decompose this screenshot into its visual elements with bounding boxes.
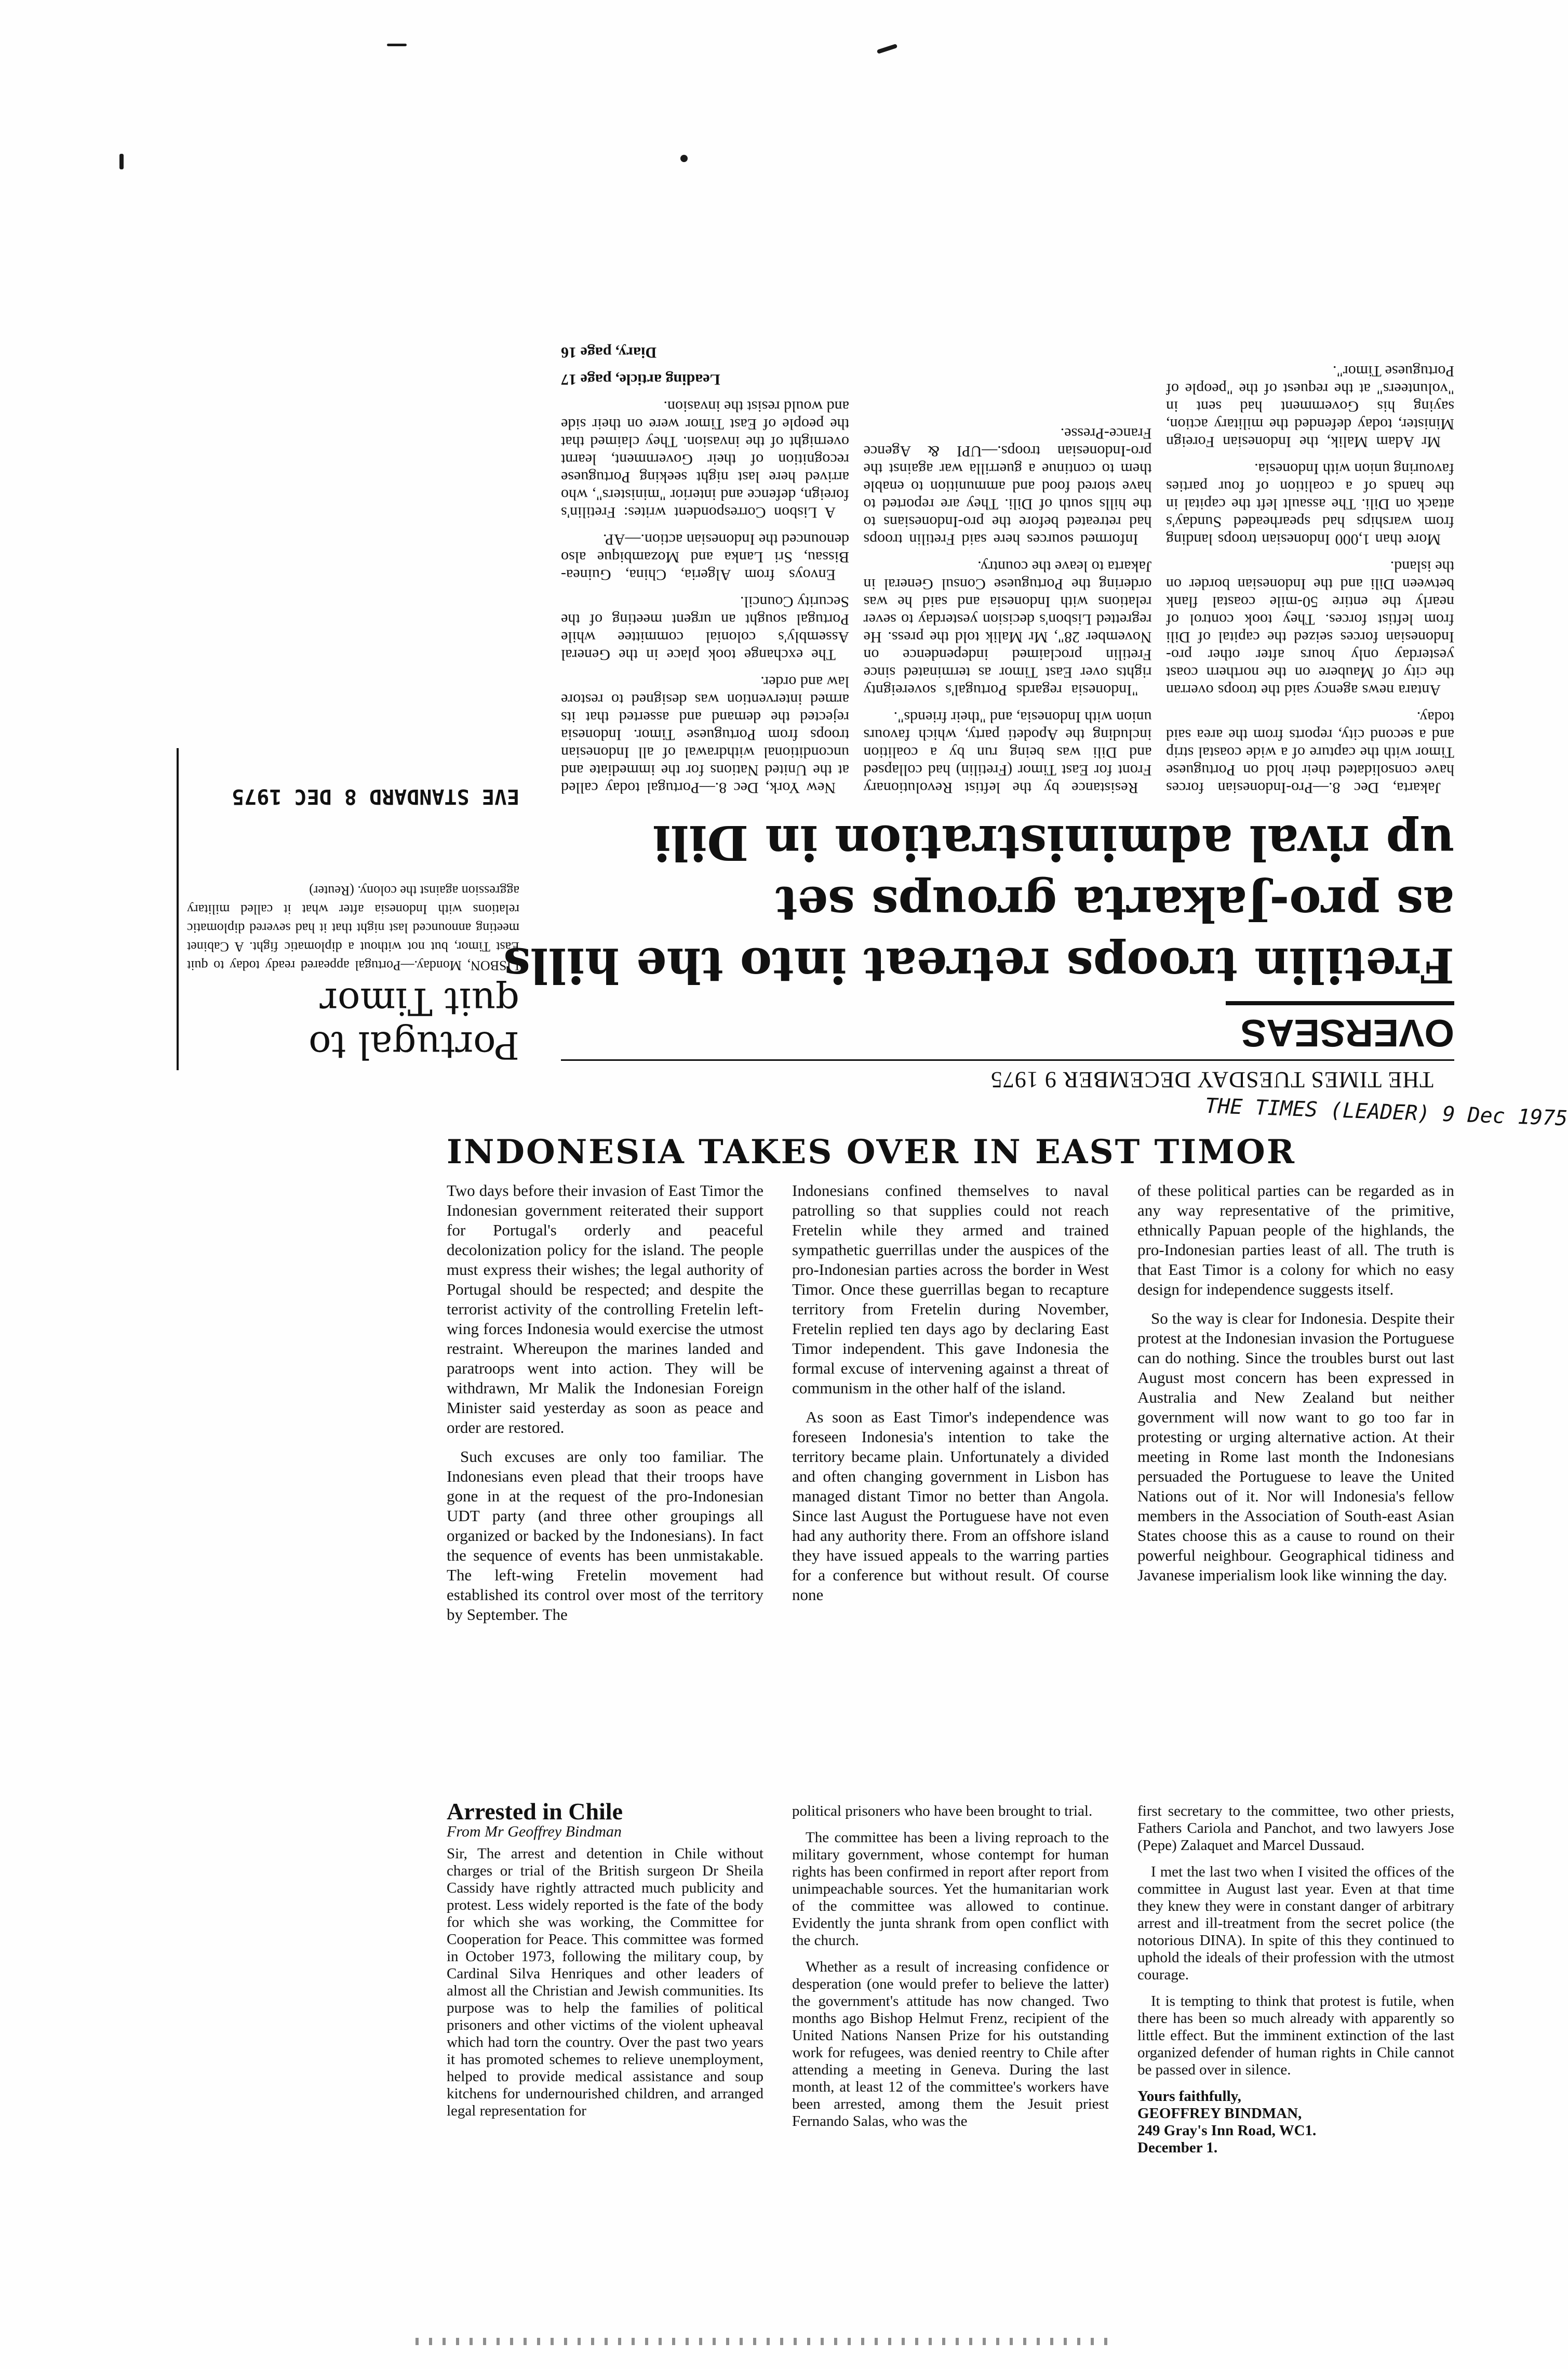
paragraph: first secretary to the committee, two other priests, Fathers Cariola and Panchot, and two lawyers Jose (Pepe) Zalaquet and Marcel Dussaud.	[1137, 1803, 1454, 1854]
clip-headline	[177, 975, 540, 1070]
paragraph: More than 1,000 Indonesian troops landing from warships had spearheaded Sunday's attack on Dili. The assault left the capital in the hands of a coalition of four parties favouring union with Indonesia.	[1166, 460, 1454, 548]
letter-article	[447, 1798, 1454, 2157]
paragraph: Envoys from Algeria, China, Guinea-Bissau, Sri Lanka and Mozambique also denounced the Indonesian action.—AP.	[561, 531, 849, 583]
letter-column	[447, 1798, 763, 2157]
scan-speck	[680, 155, 688, 162]
letter-signoff	[1137, 2088, 1454, 2157]
paragraph: Indonesians confined themselves to naval patrolling so that supplies could not reach Fretelin while they armed and trained sympathetic guerrillas under the auspices of the pro-Indonesian parties across the border in West Timor. Once these guerrillas began to recapture territory from Fretelin during November, Fretelin replied ten days ago by declaring East Timor independent. This gave Indonesia the formal excuse of intervening against a threat of communism in the other half of the island.	[792, 1181, 1109, 1397]
paragraph: New York, Dec 8.—Portugal today called at the United Nations for the immediate and unconditional withdrawal of all Indonesian troops from Portuguese Timor. Indonesia rejected the demand and asserted that its armed intervention was designed to restore law and order.	[561, 673, 849, 796]
paragraph: So the way is clear for Indonesia. Despite their protest at the Indonesian invasion the Portuguese can do nothing. Since the troubles burst out last August most concern has been expressed in Australia and New Zealand but neither government will now want to go too far in protesting or urging alternative action. At their meeting in Rome last month the Indonesians persuaded the Portuguese to leave the United Nations out of it. Nor will Indonesia's fellow members in the Association of South-east Asian States choose this as a cause to round on their powerful neighbour. Geographical tidiness and Javanese imperialism look like winning the day.	[1137, 1309, 1454, 1584]
paragraph: I met the last two when I visited the offices of the committee in August last year. Even at that time they knew they were in constant danger of arbitrary arrest and ill-treatment from the secret police (the notorious DINA). In spite of this they continued to uphold the ideals of their profession with the utmost courage.	[1137, 1864, 1454, 1983]
paragraph: Informed sources here said Fretilin troops had retreated before the pro-Indonesians to the hills south of Dili. They are reported to have stored food and ammunition to enable them to continue a guerrilla war against the pro-Indonesian troops.—UPI & Agence France-Presse.	[863, 425, 1152, 548]
page-reference: Leading article, page 17	[561, 371, 720, 388]
headline-line: Portugal to	[309, 1023, 519, 1067]
headline-line: quit Timor	[319, 980, 519, 1023]
leader-column	[792, 1181, 1109, 1634]
leader-headline: INDONESIA TAKES OVER IN EAST TIMOR	[447, 1133, 1296, 1172]
letter-column	[792, 1803, 1109, 2157]
scan-speck	[877, 44, 898, 54]
clipping-edge	[177, 748, 179, 1070]
clip-column	[864, 334, 1152, 796]
clip-columns	[561, 334, 1454, 796]
paragraph: Two days before their invasion of East Timor the Indonesian government reiterated their support for Portugal's orderly and peaceful decolonization policy for the island. The people must express their wishes; the legal authority of Portugal should be respected; and despite the terrorist activity of the controlling Fretelin left-wing forces Indonesia would exercise the utmost restraint. Whereupon the marines landed and paratroops went into action. They will be withdrawn, Mr Malik the Indonesian Foreign Minister said yesterday as soon as peace and order are restored.	[447, 1181, 763, 1436]
handwritten-source-stamp: EVE STANDARD 8 DEC 1975	[232, 784, 519, 808]
times-overseas-clip-rotated	[503, 223, 1454, 1096]
paragraph: Jakarta, Dec 8.—Pro-Indonesian forces have consolidated their hold on Portuguese Timor with the capture of a wide coastal strip and a second city, reports from the area said today.	[1166, 709, 1454, 796]
paragraph: "Indonesia regards Portugal's sovereignty rights over East Timor as terminated since Fretilin proclaimed independence on November 28", Mr Malik told the press. He regretted Lisbon's decision yesterday to sever relations with Indonesia and said he was ordering the Portuguese Consul General in Jakarta to leave the country.	[863, 558, 1152, 699]
letter-title: Arrested in Chile	[447, 1798, 623, 1825]
headline-line: Fretilin troops retreat into the hills	[503, 937, 1454, 993]
paragraph: Whether as a result of increasing confidence or desperation (one would prefer to believe the latter) the government's attitude has now changed. Two months ago Bishop Helmut Frenz, recipient of the United Nations Nansen Prize for his outstanding work for refugees, was denied reentry to Chile after attending a meeting in Geneva. During the last month, at least 12 of the committee's workers have been arrested, among them the Jesuit priest Fernando Salas, who was the	[792, 1959, 1109, 2130]
signoff-line: December 1.	[1137, 2139, 1218, 2156]
clip-headline	[503, 812, 1454, 1001]
signoff-line: GEOFFREY BINDMAN,	[1137, 2105, 1302, 2122]
handwritten-source-note: THE TIMES (LEADER) 9 Dec 1975	[1204, 1094, 1568, 1131]
paragraph: Mr Adam Malik, the Indonesian Foreign Minister, today defended the military action, saying his Government had sent in "volunteers" at the request of the "people of Portuguese Timor".	[1166, 363, 1454, 450]
headline-line: up rival administration in Dili	[652, 815, 1454, 871]
letter-columns	[447, 1798, 1454, 2157]
masthead: THE TIMES TUESDAY DECEMBER 9 1975	[561, 1059, 1454, 1096]
scan-speck	[387, 44, 407, 46]
letter-byline: From Mr Geoffrey Bindman	[447, 1823, 622, 1840]
paragraph: Resistance by the leftist Revolutionary Front for East Timor (Fretilin) had collapsed and Dili was being run by a coalition including the Apodeti party, which favours union with Indonesia, and "their friends".	[863, 709, 1152, 796]
signoff-line: 249 Gray's Inn Road, WC1.	[1137, 2122, 1317, 2139]
signoff-line: Yours faithfully,	[1137, 2088, 1241, 2105]
standard-clip-rotated	[177, 748, 540, 1070]
paragraph: Such excuses are only too familiar. The Indonesians even plead that their troops have gone in at the request of the pro-Indonesian UDT party (and three other groupings all organized or backed by the Indonesians). In fact the sequence of events has been unmistakable. The left-wing Fretelin movement had established its control over most of the territory by September. The	[447, 1447, 763, 1623]
section-label: OVERSEAS	[1226, 1001, 1454, 1059]
paragraph: The exchange took place in the General Assembly's colonial committee while Portugal sought an urgent meeting of the Security Council.	[561, 593, 849, 663]
leader-article	[447, 1133, 1454, 1634]
letter-column	[1137, 1803, 1454, 2157]
paragraph: Sir, The arrest and detention in Chile without charges or trial of the British surgeon Dr Sheila Cassidy have rightly attracted much publicity and protest. Less widely reported is the fate of the body for which she was working, the Committee for Cooperation for Peace. This committee was formed in October 1973, following the military coup, by Cardinal Silva Henriques and other leaders of almost all the Christian and Jewish communities. Its purpose was to help the families of political prisoners and other victims of the violent upheaval which had torn the country. Over the past two years it has promoted schemes to relieve unemployment, helped to provide medical assistance and soup kitchens for undernourished children, and arranged legal representation for	[447, 1845, 763, 2119]
paragraph: As soon as East Timor's independence was foreseen Indonesia's intention to take the territory became plain. Unfortunately a divided and often changing government in Lisbon has managed distant Timor no better than Angola. Since last August the Portuguese have not even had any authority there. From an offshore island they have issued appeals to the warring parties for a conference but without result. Of course none	[792, 1408, 1109, 1604]
scan-noise-bottom	[416, 2338, 1117, 2345]
standard-clip	[177, 748, 540, 1070]
page-reference: Diary, page 16	[561, 344, 657, 361]
scan-speck	[119, 154, 124, 169]
clip-column	[1166, 334, 1454, 796]
paragraph: The committee has been a living reproach to the military government, whose contempt for human rights has been confirmed in report after report from unimpeachable sources. Yet the humanitarian work of the committee was allowed to continue. Evidently the junta shrank from open conflict with the church.	[792, 1829, 1109, 1949]
paragraph: of these political parties can be regarded as in any way representative of the primitive, ethnically Papuan people of the highlands, the pro-Indonesian parties least of all. The truth is that East Timor is a colony for which no easy design for independence suggests itself.	[1137, 1181, 1454, 1298]
paragraph: Antara news agency said the troops overran the city of Maubere on the northern coast yesterday only hours after other pro-Indonesian forces seized the capital of Dili from leftist forces. They took control of nearly the entire 50-mile coastal flank between Dili and the Indonesian border on the island.	[1166, 558, 1454, 699]
leader-column	[1137, 1181, 1454, 1634]
leader-columns	[447, 1181, 1454, 1634]
paragraph: political prisoners who have been brought to trial.	[792, 1803, 1093, 1819]
leader-column	[447, 1181, 763, 1634]
paragraph: A Lisbon Correspondent writes: Fretilin's foreign, defence and interior "ministers", who arrived here last night seeking Portuguese recognition of their Government, learnt overnight of the invasion. They claimed that the people of East Timor were on their side and would resist the invasion.	[561, 398, 849, 521]
clip-body: LISBON, Monday.—Portugal appeared ready today to quit East Timor, but not without a diplomatic fight. A Cabinet meeting announced last night that it had severed diplomatic relations with Indonesia after what it called military aggression against the colony. (Reuter)	[187, 883, 519, 973]
clip-column	[561, 334, 849, 796]
headline-line: as pro-Jakarta groups set	[775, 876, 1454, 932]
paragraph: It is tempting to think that protest is futile, when there has been so much already with apparently so little effect. But the imminent extinction of the last organized defender of human rights in Chile cannot be passed over in silence.	[1137, 1993, 1454, 2078]
times-overseas-clip	[503, 223, 1454, 1096]
